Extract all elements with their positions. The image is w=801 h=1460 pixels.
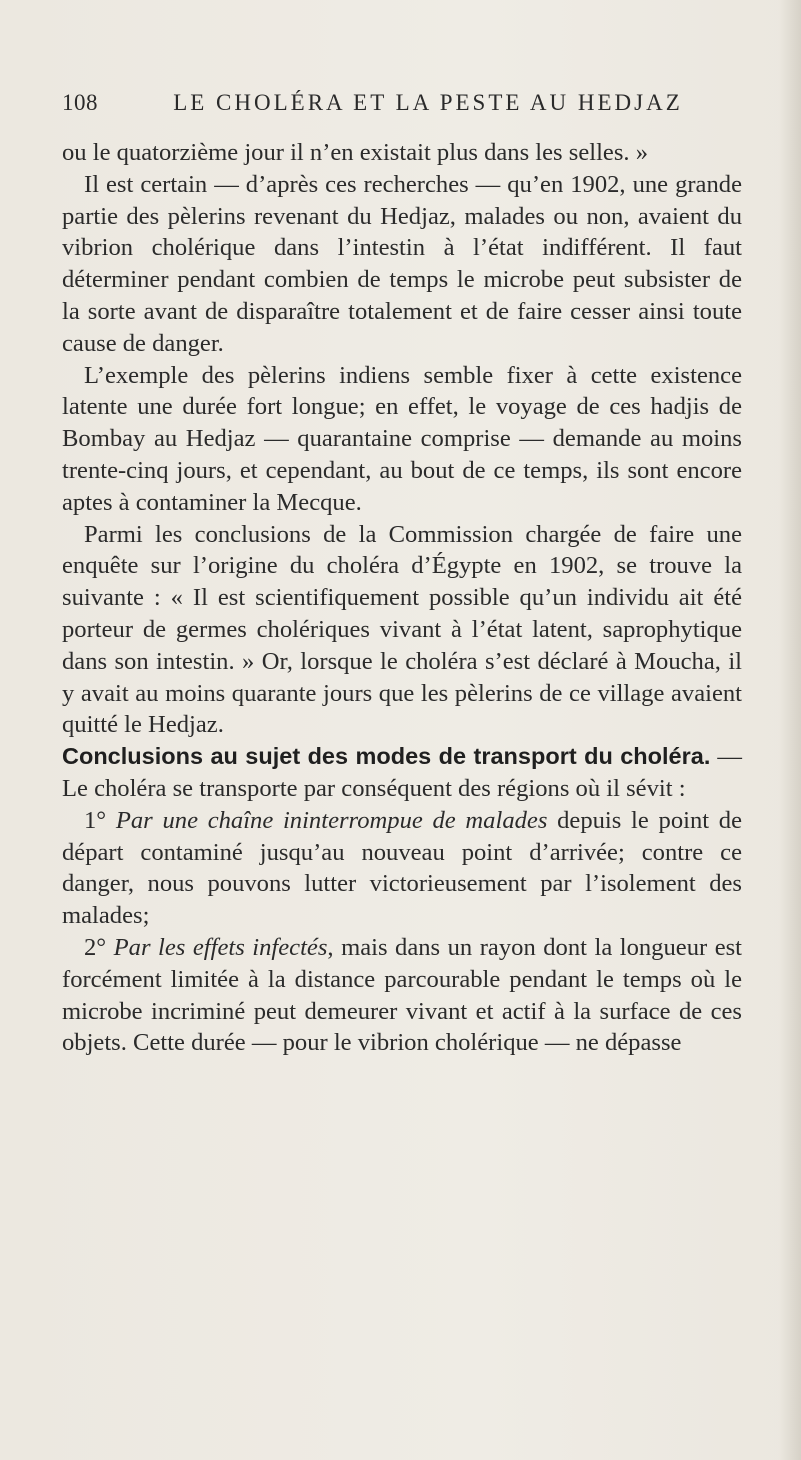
list-item-1 xyxy=(62,805,742,932)
list-item-2 xyxy=(62,932,742,1059)
page-number: 108 xyxy=(62,90,98,115)
paragraph: L’exemple des pèlerins indiens semble fixer à cette existence latente une durée fort longue; en effet, le voyage de ces hadjis de Bombay au Hedjaz — quarantaine comprise — demande au moins trente-cinq jours, et cependant, au bout de ce temps, ils sont encore aptes à contaminer la Mecque. xyxy=(62,361,742,516)
list-number: 1° xyxy=(84,806,116,834)
page-edge-shadow xyxy=(779,0,801,1460)
list-text: , mais dans un rayon dont la longueur est forcément limitée à la distance parcourable pendant le temps où le microbe incriminé peut demeurer vivant et actif à la surface de ces objets. Cette durée — pour le vibrion cholérique — ne dépasse xyxy=(62,933,743,1057)
paragraph-continuation: ou le quatorzième jour il n’en existait plus dans les selles. » xyxy=(62,139,649,166)
emphasis-text: Par une chaîne ininterrompue de malades xyxy=(115,806,548,834)
emphasis-text: Par les effets infectés xyxy=(113,933,328,961)
paragraph-text: — Le choléra se transporte par conséquent des régions où il sévit : xyxy=(62,743,743,802)
list-number: 2° xyxy=(84,933,114,961)
paragraph: Parmi les conclusions de la Commission chargée de faire une enquête sur l’origine du choléra d’Égypte en 1902, se trouve la suivante : « Il est scientifiquement possible qu’un individu ait été porteur de germes cholériques vivant à l’état latent, saprophytique dans son intestin. » Or, lorsque le choléra s’est déclaré à Moucha, il y avait au moins quarante jours que les pèlerins de ce village avaient quitté le Hedjaz. xyxy=(62,520,742,739)
paragraph: Il est certain — d’après ces recherches — qu’en 1902, une grande partie des pèlerins revenant du Hedjaz, malades ou non, avaient du vibrion cholérique dans l’intestin à l’état indifférent. Il faut déterminer pendant combien de temps le microbe peut subsister de la sorte avant de disparaître totalement et de faire cesser ainsi toute cause de danger. xyxy=(62,170,742,357)
body-text xyxy=(62,137,742,1059)
list-text: depuis le point de départ contaminé jusqu’au nouveau point d’arrivée; contre ce danger, nous pouvons lutter victorieusement par l’isolement des malades; xyxy=(62,806,743,930)
paragraph-conclusions xyxy=(62,741,742,805)
page-header xyxy=(62,90,742,130)
running-title: LE CHOLÉRA ET LA PESTE AU HEDJAZ xyxy=(173,90,683,115)
section-heading: Conclusions au sujet des modes de transport du choléra. xyxy=(62,743,711,770)
